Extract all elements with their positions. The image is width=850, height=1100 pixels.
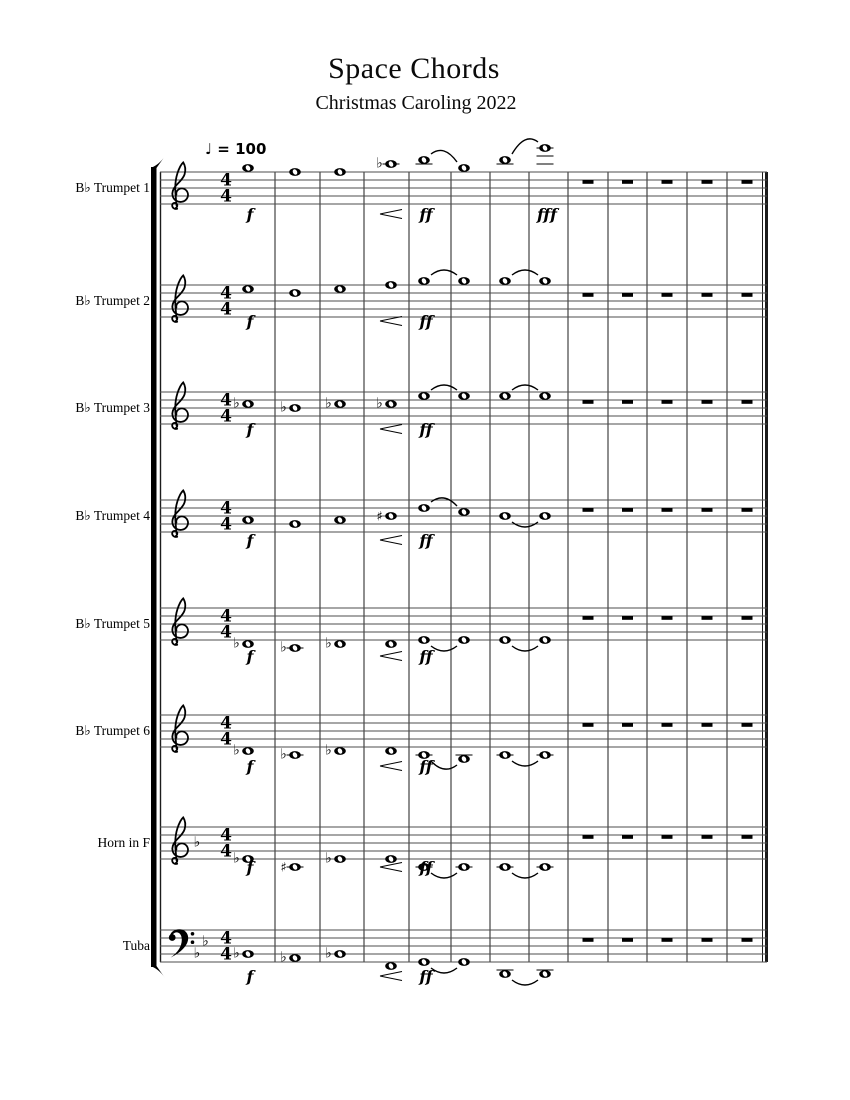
- crescendo-hairpin: [380, 425, 402, 434]
- instrument-label-trumpet-6: B♭ Trumpet 6: [75, 723, 150, 738]
- tie-curve: [431, 873, 457, 878]
- whole-note: [418, 636, 430, 644]
- treble-clef-icon: [172, 817, 188, 864]
- dynamic-marking: ff: [419, 205, 433, 224]
- staff-5: [160, 705, 767, 776]
- whole-note: [325, 636, 346, 652]
- treble-clef-icon: [172, 162, 188, 209]
- crescendo-hairpin: [380, 652, 402, 661]
- time-sig-numerator: 4: [220, 498, 232, 519]
- dynamic-marking: f: [246, 531, 254, 550]
- whole-rest: [583, 400, 594, 404]
- whole-rest: [742, 508, 753, 512]
- whole-rest: [702, 723, 713, 727]
- whole-note: [242, 516, 254, 524]
- whole-note: [499, 392, 511, 400]
- crescendo-hairpin: [380, 536, 402, 545]
- flat-accidental: ♭: [325, 945, 332, 962]
- time-sig-denominator: 4: [220, 944, 232, 965]
- whole-note: [385, 281, 397, 289]
- instrument-label-trumpet-3: B♭ Trumpet 3: [75, 400, 150, 415]
- whole-note: [418, 277, 430, 285]
- dynamic-marking: ff: [419, 647, 433, 666]
- whole-rest: [583, 180, 594, 184]
- crescendo-hairpin: [380, 210, 402, 219]
- treble-clef-icon: [172, 598, 188, 645]
- treble-clef-icon: [172, 382, 188, 429]
- whole-rest: [622, 723, 633, 727]
- system-bracket: [151, 156, 165, 978]
- whole-note: [385, 855, 397, 863]
- time-sig-numerator: 4: [220, 713, 232, 734]
- flat-accidental: ♭: [233, 945, 240, 962]
- instrument-label-tuba: Tuba: [122, 938, 150, 953]
- whole-note: [334, 168, 346, 176]
- tie-curve: [431, 150, 457, 162]
- dynamic-marking: ff: [419, 858, 433, 877]
- whole-note: [537, 144, 554, 164]
- staff-0: [160, 139, 767, 224]
- whole-rest: [742, 723, 753, 727]
- staff-2: [160, 382, 767, 439]
- time-sig-numerator: 4: [220, 283, 232, 304]
- whole-rest: [622, 180, 633, 184]
- time-sig-denominator: 4: [220, 514, 232, 535]
- whole-rest: [662, 723, 673, 727]
- whole-note: [456, 755, 473, 763]
- instrument-label-trumpet-1: B♭ Trumpet 1: [75, 180, 150, 195]
- whole-rest: [742, 616, 753, 620]
- whole-rest: [662, 293, 673, 297]
- key-signature-flat: ♭: [193, 834, 201, 851]
- flat-accidental: ♭: [280, 746, 287, 763]
- whole-rest: [702, 400, 713, 404]
- flat-accidental: ♭: [280, 639, 287, 656]
- tie-curve: [431, 270, 457, 275]
- flat-accidental: ♭: [233, 395, 240, 412]
- whole-note: [334, 516, 346, 524]
- dynamic-marking: f: [246, 647, 254, 666]
- whole-rest: [662, 616, 673, 620]
- whole-note: [458, 958, 470, 966]
- whole-note: [537, 970, 554, 978]
- sharp-accidental: ♯: [376, 509, 383, 525]
- whole-note: [458, 636, 470, 644]
- whole-rest: [662, 180, 673, 184]
- whole-note: [499, 636, 511, 644]
- tempo-marking: ♩ = 100: [205, 140, 267, 158]
- time-sig-denominator: 4: [220, 406, 232, 427]
- dynamic-marking: ff: [419, 312, 433, 331]
- tie-curve: [431, 385, 457, 390]
- whole-note: [280, 950, 301, 966]
- whole-note: [458, 392, 470, 400]
- whole-note: [499, 512, 511, 520]
- whole-note: [499, 277, 511, 285]
- whole-rest: [622, 508, 633, 512]
- whole-note: [458, 277, 470, 285]
- tie-curve: [512, 761, 538, 766]
- whole-note: [418, 958, 430, 966]
- whole-note: [233, 946, 254, 962]
- key-signature-flat: ♭: [193, 945, 201, 962]
- whole-note: [385, 962, 397, 970]
- tie-curve: [431, 498, 457, 506]
- whole-note: [416, 156, 433, 164]
- dynamic-marking: f: [246, 312, 254, 331]
- whole-rest: [742, 400, 753, 404]
- flat-accidental: ♭: [376, 395, 383, 412]
- tie-curve: [431, 968, 457, 973]
- treble-clef-icon: [172, 275, 188, 322]
- whole-note: [458, 508, 470, 516]
- dynamic-marking: f: [246, 420, 254, 439]
- whole-note: [537, 751, 554, 759]
- time-sig-numerator: 4: [220, 390, 232, 411]
- whole-rest: [662, 400, 673, 404]
- dynamic-marking: ff: [419, 420, 433, 439]
- bass-clef-icon: [169, 929, 195, 957]
- whole-note: [242, 285, 254, 293]
- flat-accidental: ♭: [325, 395, 332, 412]
- instrument-label-trumpet-4: B♭ Trumpet 4: [75, 508, 150, 523]
- dynamic-marking: f: [246, 757, 254, 776]
- whole-rest: [583, 293, 594, 297]
- staff-4: [160, 598, 767, 666]
- time-sig-numerator: 4: [220, 928, 232, 949]
- whole-rest: [622, 835, 633, 839]
- staff-1: [160, 270, 767, 331]
- whole-note: [497, 156, 514, 164]
- flat-accidental: ♭: [376, 155, 383, 172]
- whole-note: [539, 392, 551, 400]
- key-signature-flat: ♭: [202, 933, 209, 950]
- whole-note: [539, 512, 551, 520]
- whole-rest: [662, 835, 673, 839]
- flat-accidental: ♭: [233, 635, 240, 652]
- whole-note: [376, 156, 399, 172]
- flat-accidental: ♭: [233, 742, 240, 759]
- whole-note: [376, 396, 397, 412]
- whole-rest: [622, 400, 633, 404]
- whole-note: [289, 168, 301, 176]
- whole-note: [233, 396, 254, 412]
- instrument-label-horn: Horn in F: [97, 835, 150, 850]
- dynamic-marking: ff: [419, 531, 433, 550]
- whole-note: [242, 164, 254, 172]
- dynamic-marking: ff: [419, 967, 433, 986]
- time-sig-denominator: 4: [220, 841, 232, 862]
- whole-note: [458, 164, 470, 172]
- flat-accidental: ♭: [280, 399, 287, 416]
- staff-7: [160, 929, 767, 987]
- whole-rest: [742, 835, 753, 839]
- crescendo-hairpin: [380, 863, 402, 872]
- crescendo-hairpin: [380, 317, 402, 326]
- whole-rest: [702, 616, 713, 620]
- whole-rest: [622, 616, 633, 620]
- whole-note: [280, 861, 303, 876]
- time-sig-numerator: 4: [220, 825, 232, 846]
- whole-rest: [583, 835, 594, 839]
- piece-subtitle: Christmas Caroling 2022: [315, 92, 517, 114]
- sharp-accidental: ♯: [280, 860, 287, 876]
- whole-note: [280, 400, 301, 416]
- whole-note: [385, 640, 397, 648]
- tie-curve: [431, 646, 457, 651]
- flat-accidental: ♭: [233, 850, 240, 867]
- dynamic-marking: ff: [419, 757, 433, 776]
- whole-note: [418, 504, 430, 512]
- treble-clef-icon: [172, 490, 188, 537]
- dynamic-marking: f: [246, 858, 254, 877]
- flat-accidental: ♭: [325, 850, 332, 867]
- whole-rest: [702, 293, 713, 297]
- tie-curve: [512, 873, 538, 878]
- whole-rest: [702, 835, 713, 839]
- whole-note: [537, 863, 554, 871]
- whole-rest: [742, 293, 753, 297]
- instrument-label-trumpet-2: B♭ Trumpet 2: [75, 293, 150, 308]
- whole-rest: [583, 723, 594, 727]
- time-sig-numerator: 4: [220, 170, 232, 191]
- flat-accidental: ♭: [325, 635, 332, 652]
- whole-rest: [702, 508, 713, 512]
- whole-rest: [622, 938, 633, 942]
- time-sig-denominator: 4: [220, 299, 232, 320]
- treble-clef-icon: [172, 705, 188, 752]
- tie-curve: [512, 646, 538, 651]
- whole-note: [418, 392, 430, 400]
- flat-accidental: ♭: [280, 949, 287, 966]
- whole-note: [325, 851, 346, 867]
- staff-6: [160, 817, 767, 878]
- whole-note: [385, 747, 397, 755]
- flat-accidental: ♭: [325, 742, 332, 759]
- whole-note: [456, 863, 473, 871]
- whole-note: [325, 396, 346, 412]
- dynamic-marking: fff: [536, 205, 558, 224]
- whole-note: [497, 863, 514, 871]
- whole-note: [325, 946, 346, 962]
- whole-note: [497, 970, 514, 978]
- staff-3: [160, 490, 767, 550]
- whole-note: [289, 289, 301, 297]
- instrument-label-trumpet-5: B♭ Trumpet 5: [75, 616, 150, 631]
- whole-note: [280, 640, 303, 656]
- time-sig-denominator: 4: [220, 729, 232, 750]
- whole-note: [334, 285, 346, 293]
- whole-rest: [702, 180, 713, 184]
- whole-rest: [742, 938, 753, 942]
- crescendo-hairpin: [380, 972, 402, 981]
- whole-rest: [662, 938, 673, 942]
- tie-curve: [512, 139, 538, 154]
- whole-note: [325, 743, 346, 759]
- time-sig-numerator: 4: [220, 606, 232, 627]
- time-sig-denominator: 4: [220, 622, 232, 643]
- dynamic-marking: f: [246, 205, 254, 224]
- piece-title: Space Chords: [328, 52, 500, 85]
- time-sig-denominator: 4: [220, 186, 232, 207]
- whole-note: [280, 747, 303, 763]
- dynamic-marking: f: [246, 967, 254, 986]
- whole-rest: [662, 508, 673, 512]
- whole-rest: [583, 508, 594, 512]
- whole-note: [289, 520, 301, 528]
- whole-note: [376, 510, 396, 525]
- whole-note: [539, 636, 551, 644]
- tie-curve: [431, 761, 457, 769]
- crescendo-hairpin: [380, 762, 402, 771]
- whole-rest: [583, 938, 594, 942]
- tie-curve: [512, 385, 538, 390]
- whole-note: [497, 751, 514, 759]
- whole-rest: [742, 180, 753, 184]
- whole-rest: [622, 293, 633, 297]
- whole-note: [539, 277, 551, 285]
- tie-curve: [512, 270, 538, 275]
- whole-rest: [583, 616, 594, 620]
- whole-rest: [702, 938, 713, 942]
- tie-curve: [512, 980, 538, 985]
